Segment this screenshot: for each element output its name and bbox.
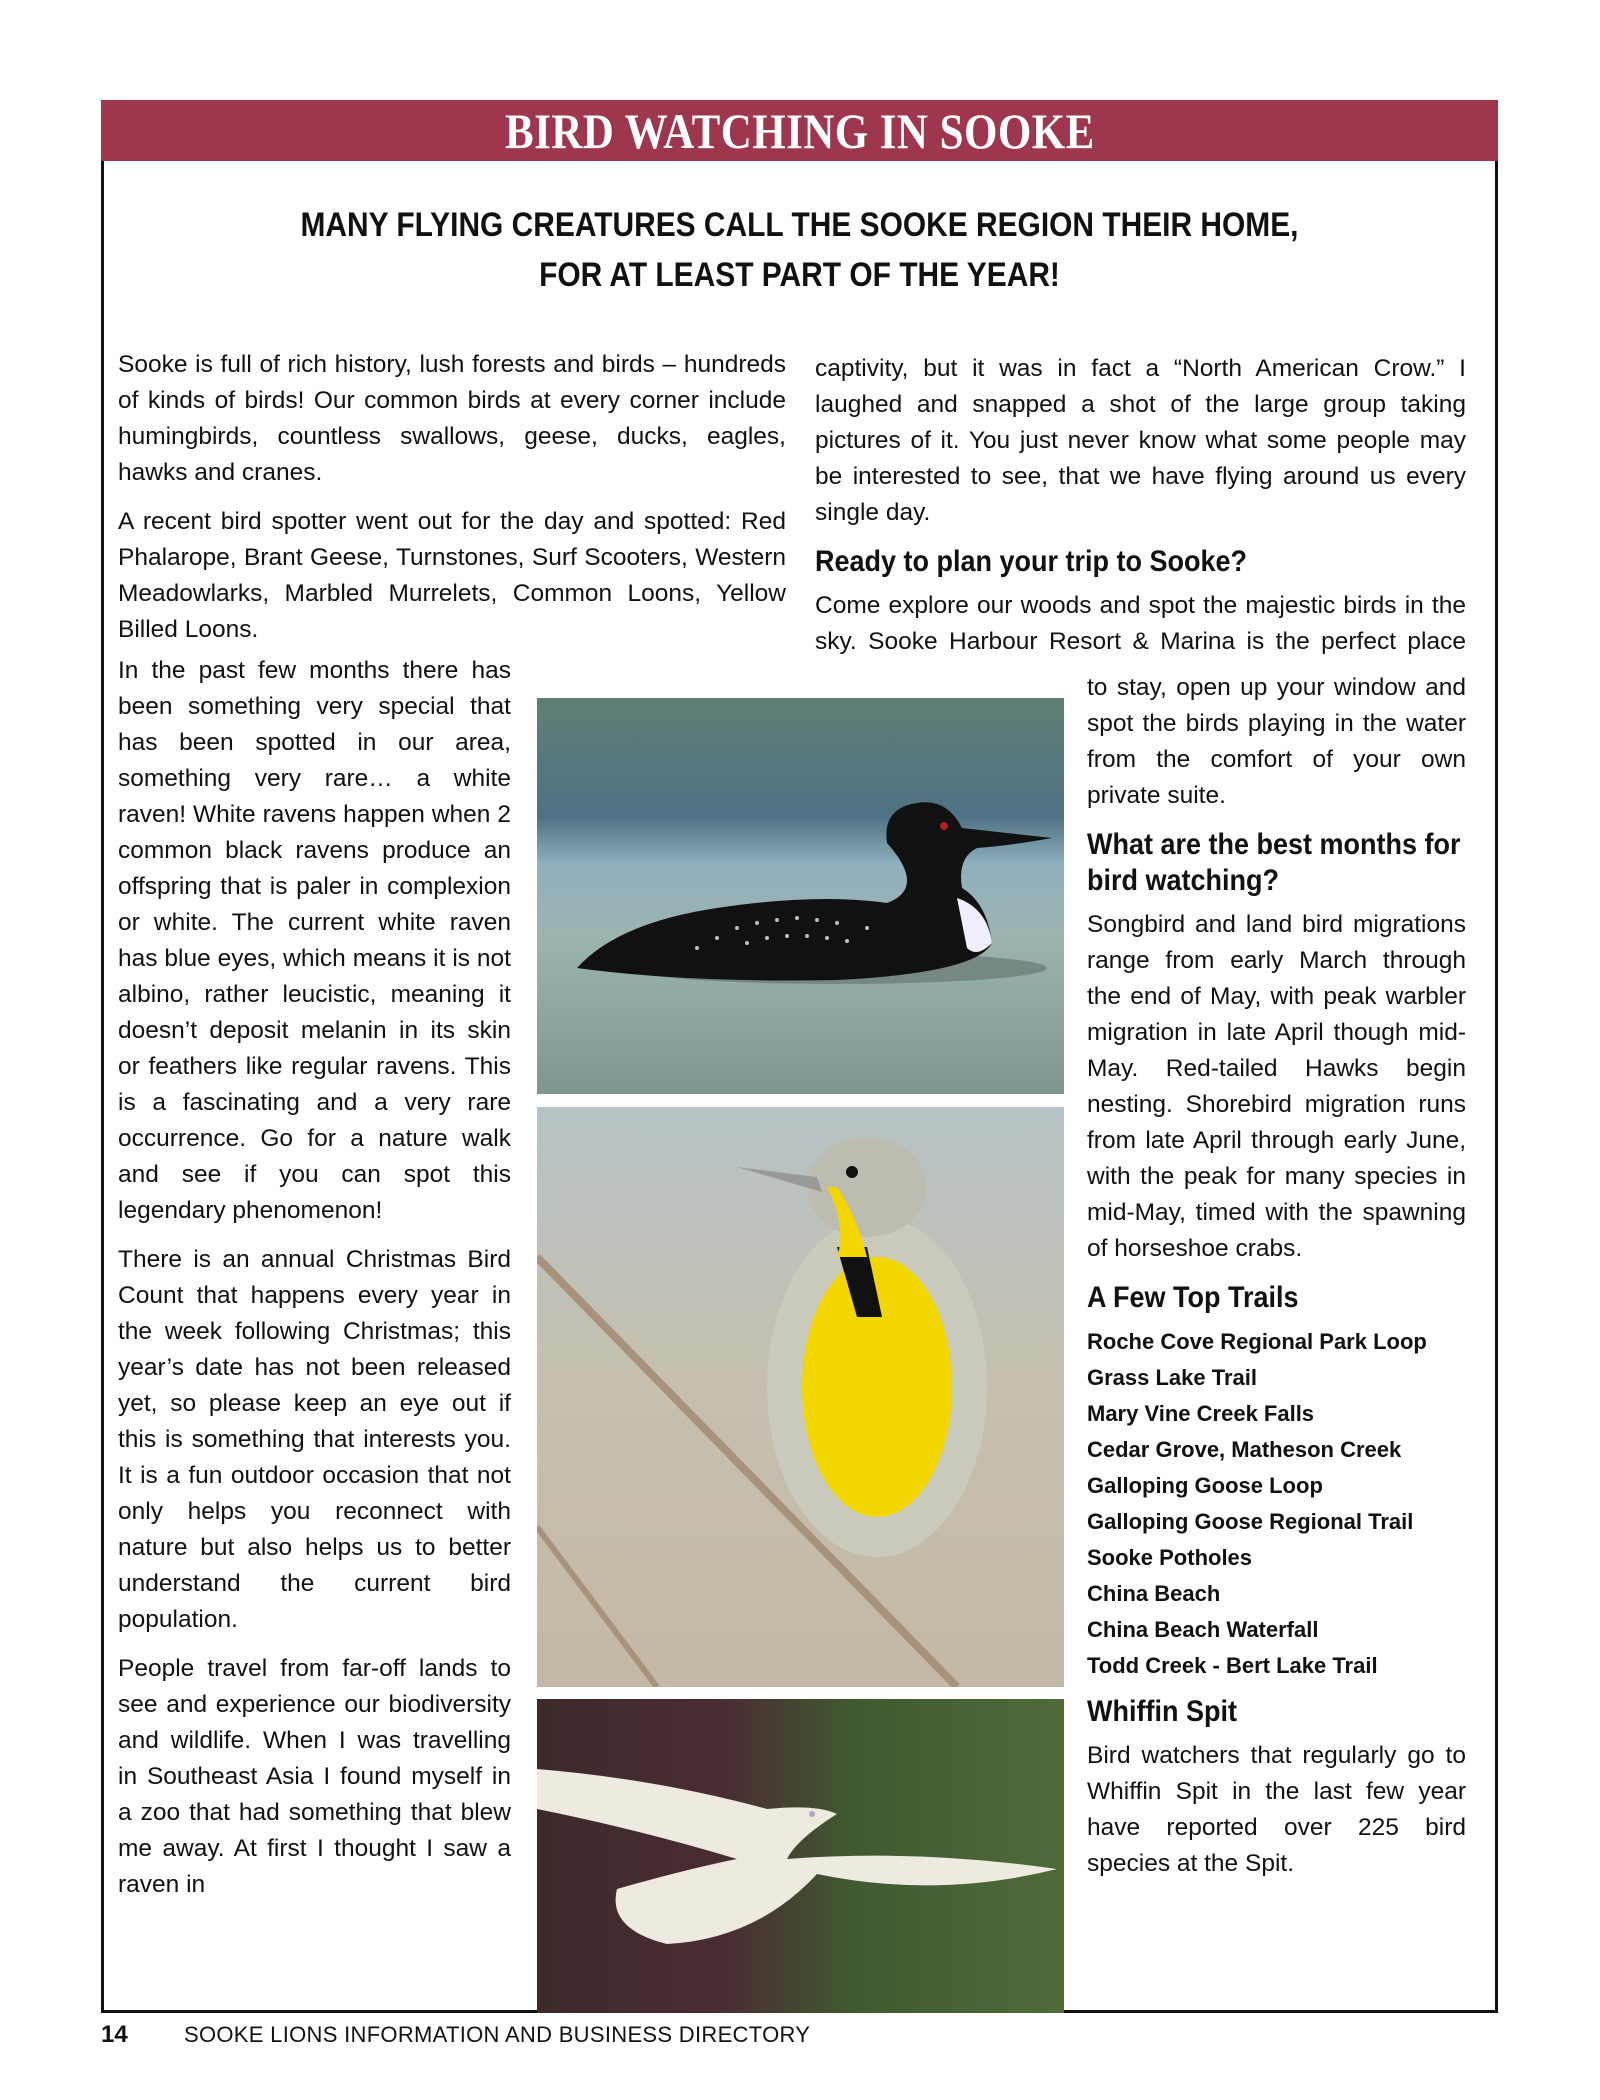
trail-item: China Beach Waterfall <box>1087 1617 1319 1642</box>
right-column-narrow <box>1087 670 1466 1895</box>
intro-paragraph: Sooke is full of rich history, lush forests and birds – hundreds of kinds of birds! Our common birds at every corner include humingbirds, countless swallows, geese, ducks, eagles, hawks and cranes. <box>118 351 786 486</box>
subtitle-line-1: MANY FLYING CREATURES CALL THE SOOKE REGION THEIR HOME, <box>300 206 1299 244</box>
white-raven-paragraph: In the past few months there has been something very special that has been spotted in our area, something very rare… a white raven! White ravens happen when 2 common black ravens produce an offspring that is paler in complexion or white. The current white raven has blue eyes, which means it is not albino, rather leucistic, meaning it doesn’t deposit melanin in its skin or feathers like regular ravens. This is a fascinating and a very rare occurrence. Go for a nature walk and see if you can spot this legendary phenomenon! <box>118 657 511 1224</box>
left-column-top <box>118 347 786 661</box>
plan-paragraph-b: to stay, open up your window and spot the birds playing in the water from the comfort of your own private suite. <box>1087 674 1466 809</box>
trail-item: Cedar Grove, Matheson Creek <box>1087 1437 1402 1462</box>
plan-paragraph-a: Come explore our woods and spot the majestic birds in the sky. Sooke Harbour Resort & Marina is the perfect place <box>815 592 1466 655</box>
subtitle <box>185 200 1414 300</box>
trail-item: Mary Vine Creek Falls <box>1087 1401 1315 1426</box>
trails-heading: A Few Top Trails <box>1087 1281 1299 1314</box>
months-heading: What are the best months for bird watching? <box>1087 828 1461 897</box>
trail-item: Roche Cove Regional Park Loop <box>1087 1329 1427 1354</box>
trail-item: Galloping Goose Regional Trail <box>1087 1509 1414 1534</box>
trail-item: Todd Creek - Bert Lake Trail <box>1087 1653 1378 1678</box>
subtitle-line-2: FOR AT LEAST PART OF THE YEAR! <box>539 256 1060 294</box>
trail-item: Grass Lake Trail <box>1087 1365 1257 1390</box>
whiffin-paragraph: Bird watchers that regularly go to Whiffin Spit in the last few year have reported over 225 bird species at the Spit. <box>1087 1742 1466 1877</box>
left-column-narrow <box>118 653 511 1916</box>
meadowlark-image <box>537 1107 1064 1687</box>
publication-name: SOOKE LIONS INFORMATION AND BUSINESS DIRECTORY <box>184 2022 811 2047</box>
christmas-count-paragraph: There is an annual Christmas Bird Count that happens every year in the week following Christmas; this year’s date has not been released yet, so please keep an eye out if this is something that interests you. It is a fun outdoor occasion that not only helps you reconnect with nature but also helps us to better understand the current bird population. <box>118 1246 511 1633</box>
loon-image <box>537 698 1064 1094</box>
trail-item: Galloping Goose Loop <box>1087 1473 1323 1498</box>
white-raven-photo <box>537 1699 1064 2013</box>
travel-continued-paragraph: captivity, but it was in fact a “North American Crow.” I laughed and snapped a shot of the large group taking pictures of it. You just never know what some people may be interested to see, that we have flying around us every single day. <box>815 355 1466 526</box>
white-raven-image <box>537 1699 1064 2013</box>
page-footer <box>101 2015 810 2055</box>
trails-list <box>1087 1324 1466 1684</box>
months-paragraph: Songbird and land bird migrations range from early March through the end of May, with peak warbler migration in late April though mid-May. Red-tailed Hawks begin nesting. Shorebird migration runs from late April through early June, with the peak for many species in mid-May, timed with the spawning of horseshoe crabs. <box>1087 911 1466 1262</box>
spotter-paragraph: A recent bird spotter went out for the day and spotted: Red Phalarope, Brant Geese, Turnstones, Surf Scooters, Western Meadowlarks, Marbled Murrelets, Common Loons, Yellow Billed Loons. <box>118 508 786 643</box>
travel-paragraph: People travel from far-off lands to see and experience our biodiversity and wildlife. When I was travelling in Southeast Asia I found myself in a zoo that had something that blew me away. At first I thought I saw a raven in <box>118 1655 511 1898</box>
page-number: 14 <box>101 2021 128 2048</box>
loon-photo <box>537 698 1064 1094</box>
meadowlark-photo <box>537 1107 1064 1687</box>
page-title: BIRD WATCHING IN SOOKE <box>504 102 1095 159</box>
plan-heading: Ready to plan your trip to Sooke? <box>815 545 1248 578</box>
trail-item: China Beach <box>1087 1581 1221 1606</box>
trail-item: Sooke Potholes <box>1087 1545 1253 1570</box>
title-banner <box>101 100 1498 161</box>
whiffin-heading: Whiffin Spit <box>1087 1695 1237 1728</box>
right-column-top <box>815 351 1466 660</box>
